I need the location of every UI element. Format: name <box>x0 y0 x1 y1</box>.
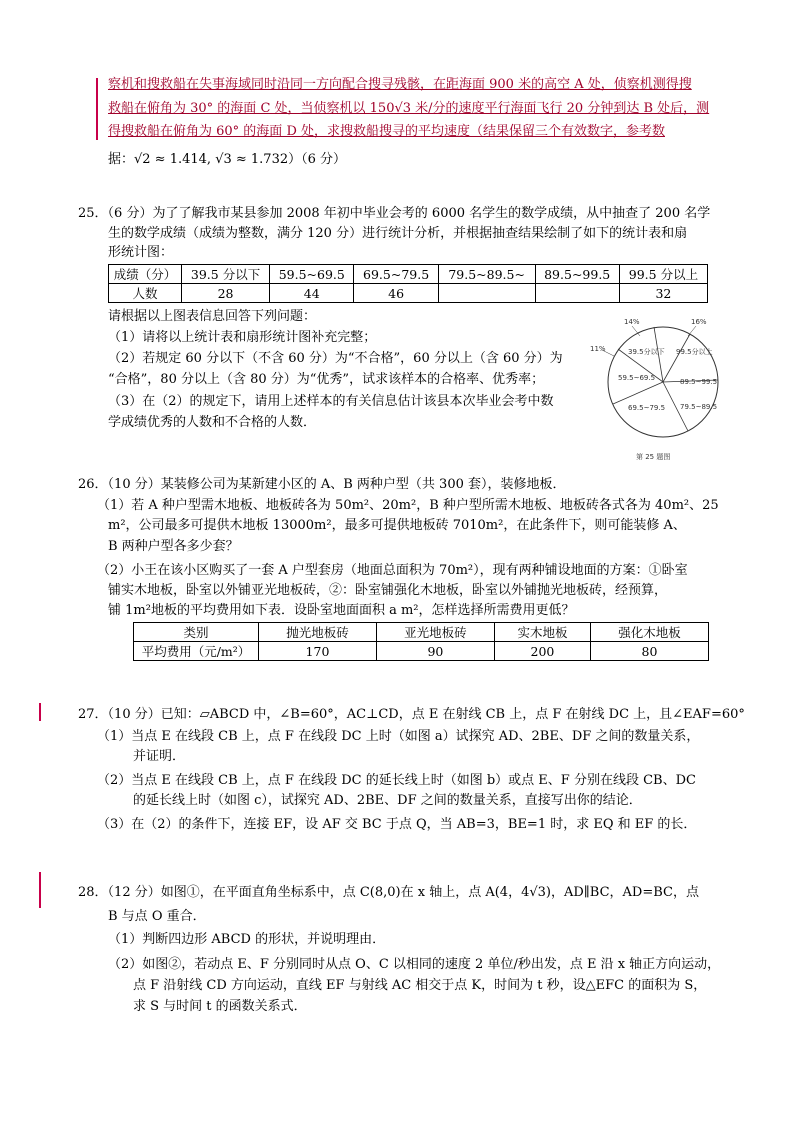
table-row <box>109 265 708 284</box>
q27-line-5: 的延长线上时（如图 c），试探究 AD、2BE、DF 之间的数量关系，直接写出你的结论． <box>133 793 642 808</box>
table-header: 亚光地板砖 <box>376 623 494 642</box>
table-cell: 32 <box>619 284 707 303</box>
table-row <box>134 642 709 661</box>
pie-label: 69.5~79.5 <box>628 404 666 412</box>
q25-line-1: 25．（6 分）为了了解我市某县参加 2008 年初中毕业会考的 6000 名学生的数学成绩，从中抽查了 200 名学 <box>78 206 711 221</box>
table-header: 59.5~69.5 <box>270 265 354 284</box>
table-header: 69.5~79.5 <box>354 265 438 284</box>
q27-line-3: 并证明． <box>133 749 186 764</box>
q26-line-5: （2）小王在该小区购买了一套 A 户型套房（地面总面积为 70m²），现有两种铺设地面的方案：①卧室 <box>97 563 688 578</box>
q25-line-3: 形统计图： <box>108 245 174 260</box>
table-row <box>109 284 708 303</box>
table-header: 89.5~99.5 <box>535 265 619 284</box>
table-header: 39.5 分以下 <box>182 265 270 284</box>
pie-label: 11% <box>590 345 606 353</box>
table-header: 抛光地板砖 <box>259 623 377 642</box>
table-cell: 平均费用（元/m²） <box>134 642 259 661</box>
pie-divider <box>613 382 663 404</box>
q27-line-6: （3）在（2）的条件下，连接 EF，设 AF 交 BC 于点 Q，当 AB=3，BE=1 时，求 EQ 和 EF 的长． <box>97 817 697 832</box>
table-cell: 28 <box>182 284 270 303</box>
pie-label: 89.5~99.5 <box>680 378 718 386</box>
pie-label: 16% <box>691 318 707 326</box>
pie-label: 39.5分以下 <box>628 348 665 356</box>
q27-line-4: （2）当点 E 在线段 CB 上，点 F 在线段 DC 的延长线上时（如图 b）或点 E、F 分别在线段 CB、DC <box>97 773 696 788</box>
q25-sub-1: （1）请将以上统计表和扇形统计图补充完整； <box>108 330 377 345</box>
table-cell: 46 <box>354 284 438 303</box>
table-cell: 80 <box>591 642 709 661</box>
table-cell: 90 <box>376 642 494 661</box>
revision-bar <box>39 872 41 908</box>
q28-line-2: B 与点 O 重合． <box>108 909 206 924</box>
pie-leader <box>688 326 696 336</box>
q24-line-4: 据：√2 ≈ 1.414, √3 ≈ 1.732）（6 分） <box>108 152 347 167</box>
table-cell: 170 <box>259 642 377 661</box>
q28-line-3: （1）判断四边形 ABCD 的形状，并说明理由． <box>108 932 386 947</box>
q26-line-6: 铺实木地板，卧室以外铺亚光地板砖，②：卧室铺强化木地板，卧室以外铺抛光地板砖，经预算， <box>108 583 668 598</box>
table-header: 类别 <box>134 623 259 642</box>
pie-label: 99.5分以上 <box>676 348 713 356</box>
q28-line-4: （2）如图②，若动点 E、F 分别同时从点 O、C 以相同的速度 2 单位/秒出发，点 E 沿 x 轴正方向运动， <box>108 957 721 972</box>
table-cell: 人数 <box>109 284 182 303</box>
q26-line-3: m²，公司最多可提供木地板 13000m²，最多可提供地板砖 7010m²，在此条件下，则可能装修 A、 <box>108 518 686 533</box>
table-header: 实木地板 <box>494 623 590 642</box>
score-table <box>108 264 708 303</box>
q25-intro: 请根据以上图表信息回答下列问题： <box>108 309 317 324</box>
revision-bar <box>96 78 98 140</box>
q26-line-2: （1）若 A 种户型需木地板、地板砖各为 50m²、20m²，B 种户型所需木地板、地板砖各式各为 40m²、25 <box>97 498 719 513</box>
q27-line-1: 27．（10 分）已知：▱ABCD 中，∠B=60°，AC⊥CD，点 E 在射线 CB 上，点 F 在射线 DC 上，且∠EAF=60° <box>78 707 745 722</box>
q24-line-2: 救船在俯角为 30° 的海面 C 处，当侦察机以 150√3 米/分的速度平行海面飞行 20 分钟到达 B 处后，测 <box>108 101 710 116</box>
q26-line-4: B 两种户型各多少套？ <box>108 539 239 554</box>
q28-line-6: 求 S 与时间 t 的函数关系式． <box>133 999 307 1014</box>
q25-line-2: 生的数学成绩（成绩为整数，满分 120 分）进行统计分析，并根据抽查结果绘制了如下的统计表和扇 <box>108 226 688 241</box>
table-header: 79.5~89.5~ <box>438 265 535 284</box>
table-cell: 44 <box>270 284 354 303</box>
table-cell <box>535 284 619 303</box>
q28-line-1: 28．（12 分）如图①，在平面直角坐标系中，点 C(8,0)在 x 轴上，点 A(4，4√3)，AD∥BC，AD=BC，点 <box>78 885 699 900</box>
pie-label: 79.5~89.5 <box>680 403 718 411</box>
table-header: 成绩（分） <box>109 265 182 284</box>
q26-line-1: 26．（10 分）某装修公司为某新建小区的 A、B 两种户型（共 300 套），装修地板． <box>78 477 566 492</box>
q24-line-3: 得搜救船在俯角为 60° 的海面 D 处，求搜救船搜寻的平均速度（结果保留三个有效数字，参考数 <box>108 124 665 139</box>
pie-chart <box>588 314 738 464</box>
pie-label: 14% <box>624 318 640 326</box>
table-header: 99.5 分以上 <box>619 265 707 284</box>
q27-line-2: （1）当点 E 在线段 CB 上，点 F 在线段 DC 上时（如图 a）试探究 AD、2BE、DF 之间的数量关系， <box>97 729 700 744</box>
q28-line-5: 点 F 沿射线 CD 方向运动，直线 EF 与射线 AC 相交于点 K，时间为 t 秒，设△EFC 的面积为 S， <box>133 978 707 993</box>
table-row <box>134 623 709 642</box>
q25-sub-2b: “合格”，80 分以上（含 80 分）为“优秀”，试求该样本的合格率、优秀率； <box>108 372 545 387</box>
q24-line-1: 察机和搜救船在失事海域同时沿同一方向配合搜寻残骸，在距海面 900 米的高空 A 处，侦察机测得搜 <box>108 77 692 92</box>
q25-sub-3b: 学成绩优秀的人数和不合格的人数． <box>108 415 317 430</box>
q25-sub-2a: （2）若规定 60 分以下（不含 60 分）为“不合格”，60 分以上（含 60 分）为 <box>108 351 563 366</box>
revision-bar <box>39 703 41 721</box>
q25-sub-3a: （3）在（2）的规定下，请用上述样本的有关信息估计该县本次毕业会考中数 <box>108 394 554 409</box>
cost-table <box>133 622 709 661</box>
pie-label: 59.5~69.5 <box>618 374 656 382</box>
pie-caption: 第 25 题图 <box>636 453 671 461</box>
table-header: 强化木地板 <box>591 623 709 642</box>
table-cell: 200 <box>494 642 590 661</box>
q26-line-7: 铺 1m²地板的平均费用如下表．设卧室地面面积 a m²，怎样选择所需费用更低？ <box>108 603 575 618</box>
table-cell <box>438 284 535 303</box>
pie-divider <box>663 334 690 382</box>
